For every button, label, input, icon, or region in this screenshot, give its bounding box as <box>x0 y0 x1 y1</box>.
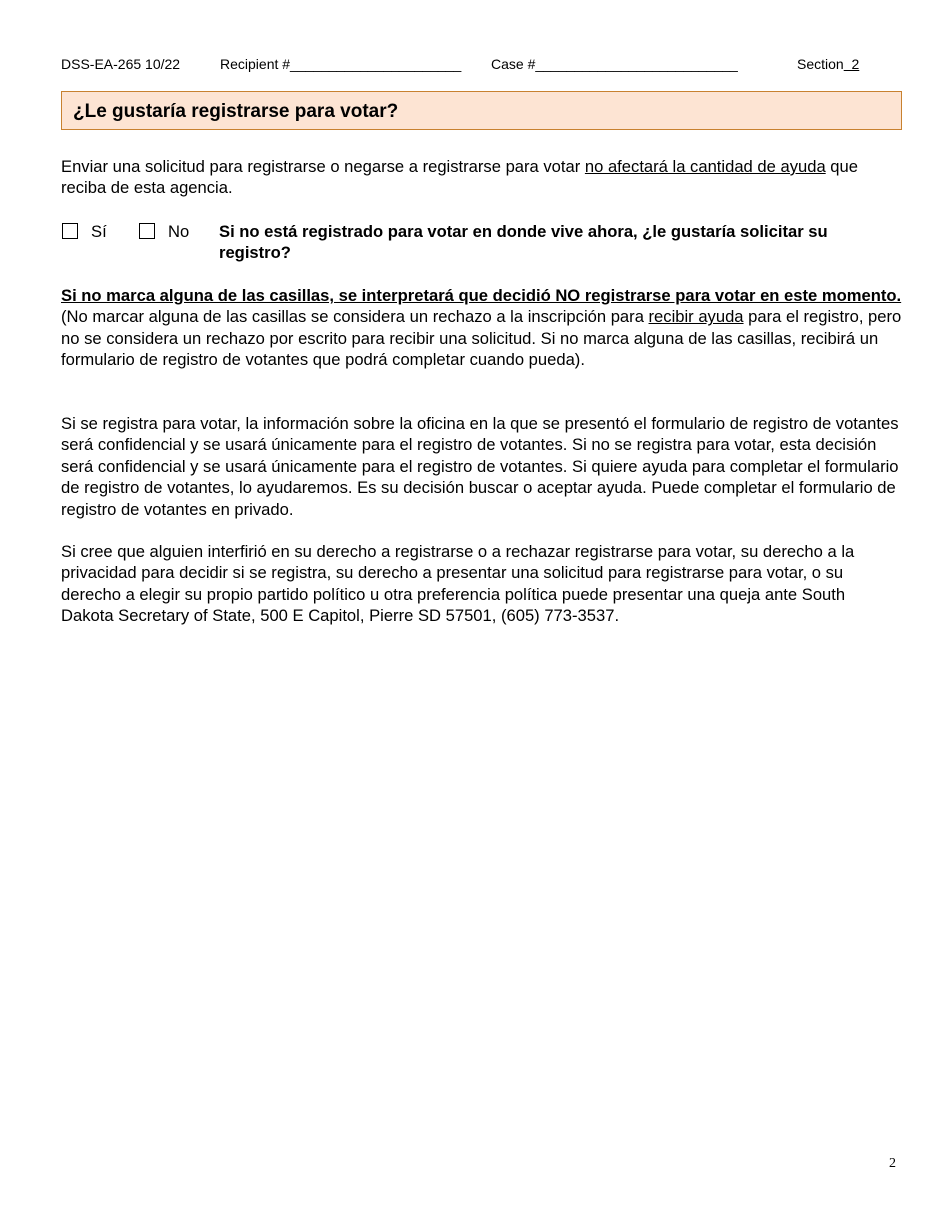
register-choice-row <box>61 221 902 265</box>
case-field[interactable] <box>491 56 738 72</box>
form-id: DSS-EA-265 10/22 <box>61 56 181 72</box>
paragraph-confidentiality: Si se registra para votar, la información sobre la oficina en la que se presentó el formulario de registro de votantes será confidencial y se usará únicamente para el registro de votantes. Si no se registra para votar, esta decisión será confidencial y se usará únicamente para el registro de votantes. Si quiere ayuda para completar el formulario de registro de votantes, lo ayudaremos. Es su decisión buscar o aceptar ayuda. Puede completar el formulario de registro de votantes en privado. <box>61 414 899 519</box>
section-title-box <box>61 91 902 130</box>
recipient-field[interactable] <box>220 56 461 72</box>
paragraph-aid-underlined: no afectará la cantidad de ayuda <box>584 157 826 176</box>
paragraph-aid-text-b: que reciba de esta agencia. <box>61 157 858 198</box>
paragraph-no-selection-underlined: recibir ayuda <box>648 307 744 327</box>
register-question: Si no está registrado para votar en donde vive ahora, ¿le gustaría solicitar su registro? <box>219 222 828 263</box>
no-label: No <box>168 222 190 241</box>
paragraph-aid-notice <box>61 156 902 199</box>
recipient-blank[interactable]: ______________________ <box>290 56 462 72</box>
no-checkbox[interactable] <box>139 223 155 239</box>
paragraph-aid-text-a: Enviar una solicitud para registrarse o negarse a registrarse para votar <box>61 157 585 176</box>
paragraph-no-selection-text-b: para el registro, pero no se considera un rechazo por escrito para recibir una solicitud. Si no marca alguna de las casillas, recibirá un formulario de registro de votantes que podrá completar cuando pueda). <box>61 307 902 370</box>
case-blank[interactable]: __________________________ <box>535 56 738 72</box>
paragraph-no-selection-bold: Si no marca alguna de las casillas, se interpretará que decidió NO registrarse para votar en este momento. <box>61 286 902 305</box>
section-label: Section <box>797 56 844 72</box>
paragraph-no-selection-text-a: (No marcar alguna de las casillas se considera un rechazo a la inscripción para <box>61 307 649 327</box>
page-number: 2 <box>889 1156 896 1171</box>
paragraph-no-selection <box>61 285 902 371</box>
yes-label: Sí <box>91 222 107 241</box>
case-label: Case # <box>491 56 536 72</box>
recipient-label: Recipient # <box>220 56 291 72</box>
paragraph-complaint: Si cree que alguien interfirió en su derecho a registrarse o a rechazar registrarse para votar, su derecho a la privacidad para decidir si se registra, su derecho a presentar una solicitud para registrarse para votar, o su derecho a elegir su propio partido político u otra preferencia política puede presentar una queja ante South Dakota Secretary of State, 500 E Capitol, Pierre SD 57501, (605) 773-3537. <box>61 542 855 626</box>
section-field <box>797 56 859 72</box>
section-number: 2 <box>843 56 860 72</box>
yes-checkbox[interactable] <box>62 223 78 239</box>
section-title: ¿Le gustaría registrarse para votar? <box>73 101 399 122</box>
